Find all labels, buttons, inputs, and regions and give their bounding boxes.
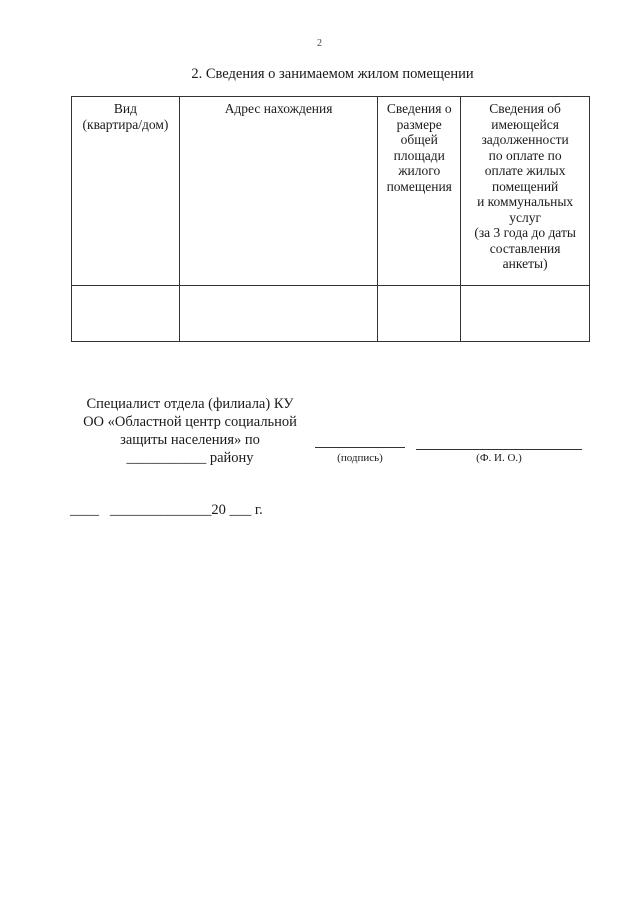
table-cell-address [179, 286, 377, 342]
table-header-row [72, 97, 590, 286]
signature-caption: (подпись) [337, 452, 383, 464]
page-number: 2 [317, 38, 322, 49]
name-caption: (Ф. И. О.) [476, 452, 522, 464]
header-cell-address: Адрес нахождения [179, 97, 377, 286]
name-line [416, 449, 582, 450]
table-cell-kind [72, 286, 180, 342]
section-title: 2. Сведения о занимаемом жилом помещении [191, 66, 474, 82]
table-cell-area [378, 286, 461, 342]
signature-line [315, 447, 405, 448]
table-cell-debt [461, 286, 590, 342]
table-row [72, 286, 590, 342]
header-cell-debt: Сведения об имеющейся задолженности по оплате по оплате жилых помещений и коммунальных услуг (за 3 года до даты составления анкеты) [461, 97, 590, 286]
header-cell-area: Сведения о размере общей площади жилого помещения [378, 97, 461, 286]
header-cell-kind: Вид (квартира/дом) [72, 97, 180, 286]
date-line: ____ ______________20 ___ г. [70, 502, 263, 518]
housing-table [71, 96, 590, 342]
signer-title: Специалист отдела (филиала) КУ ОО «Областной центр социальной защиты населения» по ___________ району [83, 396, 297, 466]
